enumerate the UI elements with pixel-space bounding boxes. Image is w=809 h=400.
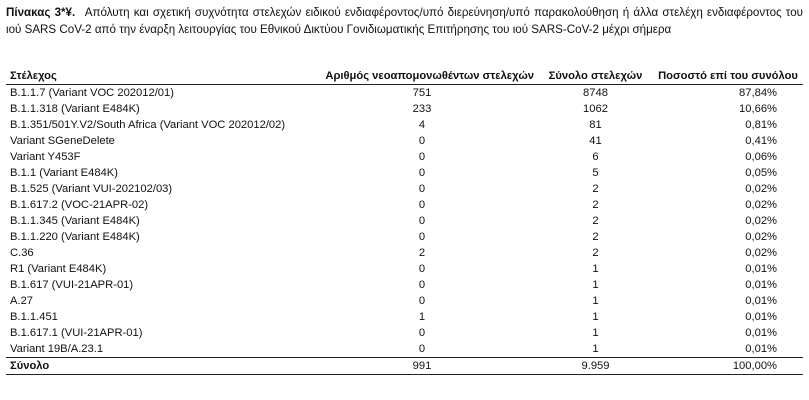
table-row xyxy=(6,325,803,341)
table-row xyxy=(6,309,803,325)
table-row xyxy=(6,101,803,117)
cell-percent: 0,01% xyxy=(745,279,777,291)
cell-total: 1 xyxy=(592,311,599,323)
cell-strain: Variant 19B/A.23.1 xyxy=(10,343,104,355)
cell-new-isolated: 0 xyxy=(418,343,426,355)
table-row xyxy=(6,149,803,165)
cell-percent: 0,01% xyxy=(745,327,777,339)
caption-text: Απόλυτη και σχετική συχνότητα στελεχών ειδικού ενδιαφέροντος/υπό διερεύνηση/υπό παρακολούθηση ή άλλα στελέχη ενδιαφέροντος του ιού SARS CoV-2 από την έναρξη λειτουργίας του Εθνικού Δικτύου Γονιδιωματικής Επιτήρησης του ιού SARS-CoV-2 μέχρι σήμερα xyxy=(6,6,803,36)
cell-percent: 0,02% xyxy=(745,183,777,195)
cell-strain: B.1.1.318 (Variant E484K) xyxy=(10,103,140,115)
cell-percent: 0,02% xyxy=(745,231,777,243)
cell-total: 81 xyxy=(589,119,602,131)
cell-total: 8748 xyxy=(583,87,608,99)
table-body xyxy=(6,85,803,375)
table-row xyxy=(6,245,803,261)
cell-percent: 0,01% xyxy=(745,311,777,323)
cell-new-isolated: 0 xyxy=(418,279,426,291)
table-row xyxy=(6,165,803,181)
cell-strain: A.27 xyxy=(10,295,34,307)
cell-total: 1 xyxy=(592,279,599,291)
cell-strain: Variant SGeneDelete xyxy=(10,135,115,147)
table-row xyxy=(6,181,803,197)
cell-total: 5 xyxy=(592,167,599,179)
cell-new-isolated: 0 xyxy=(418,231,426,243)
cell-percent: 0,81% xyxy=(745,119,777,131)
table-row xyxy=(6,85,803,102)
totals-total: 9.959 xyxy=(538,358,653,375)
cell-percent: 87,84% xyxy=(739,87,777,99)
cell-new-isolated: 0 xyxy=(418,183,426,195)
cell-total: 2 xyxy=(592,247,599,259)
header-strain: Στέλεχος xyxy=(6,69,306,85)
cell-strain: B.1.351/501Y.V2/South Africa (Variant VOC 202012/02) xyxy=(10,119,286,131)
cell-new-isolated: 0 xyxy=(418,167,426,179)
cell-strain: B.1.1.220 (Variant E484K) xyxy=(10,231,140,243)
cell-total: 1 xyxy=(592,263,599,275)
variants-table-container xyxy=(6,69,803,375)
cell-strain: C.36 xyxy=(10,247,34,259)
table-row xyxy=(6,229,803,245)
cell-new-isolated: 0 xyxy=(418,151,426,163)
cell-new-isolated: 233 xyxy=(412,103,432,115)
cell-percent: 0,02% xyxy=(745,199,777,211)
cell-total: 2 xyxy=(592,215,599,227)
table-header xyxy=(6,69,803,85)
cell-strain: B.1.1.451 xyxy=(10,311,58,323)
cell-new-isolated: 0 xyxy=(418,327,426,339)
table-row xyxy=(6,341,803,358)
cell-new-isolated: 751 xyxy=(412,87,432,99)
table-row xyxy=(6,133,803,149)
cell-percent: 0,05% xyxy=(745,167,777,179)
cell-total: 1 xyxy=(592,295,599,307)
cell-new-isolated: 0 xyxy=(418,135,426,147)
table-row xyxy=(6,117,803,133)
table-row xyxy=(6,213,803,229)
header-new-isolated: Αριθμός νεοαπομονωθέντων στελεχών xyxy=(306,69,538,85)
cell-strain: R1 (Variant E484K) xyxy=(10,263,107,275)
cell-new-isolated: 2 xyxy=(418,247,426,259)
cell-total: 1062 xyxy=(583,103,608,115)
header-row xyxy=(6,69,803,85)
table-row xyxy=(6,293,803,309)
totals-percent: 100,00% xyxy=(653,358,803,375)
cell-strain: B.1.617.1 (VUI-21APR-01) xyxy=(10,327,143,339)
cell-percent: 0,01% xyxy=(745,343,777,355)
cell-total: 2 xyxy=(592,199,599,211)
cell-percent: 0,06% xyxy=(745,151,777,163)
cell-strain: Variant Y453F xyxy=(10,151,81,163)
cell-new-isolated: 4 xyxy=(418,119,426,131)
cell-total: 41 xyxy=(589,135,602,147)
caption-label: Πίνακας 3*¥. xyxy=(6,6,76,19)
totals-label: Σύνολο xyxy=(6,358,306,375)
totals-new-isolated: 991 xyxy=(306,358,538,375)
cell-percent: 0,41% xyxy=(745,135,777,147)
cell-total: 2 xyxy=(592,183,599,195)
cell-percent: 0,01% xyxy=(745,263,777,275)
table-caption xyxy=(6,5,803,38)
cell-total: 2 xyxy=(592,231,599,243)
header-percent: Ποσοστό επί του συνόλου xyxy=(653,69,803,85)
cell-total: 1 xyxy=(592,343,599,355)
table-row xyxy=(6,277,803,293)
cell-new-isolated: 0 xyxy=(418,295,426,307)
cell-strain: B.1.617.2 (VOC-21APR-02) xyxy=(10,199,149,211)
cell-new-isolated: 0 xyxy=(418,263,426,275)
cell-strain: B.1.1.7 (Variant VOC 202012/01) xyxy=(10,87,174,99)
cell-strain: B.1.1.345 (Variant E484K) xyxy=(10,215,140,227)
cell-strain: B.1.1 (Variant E484K) xyxy=(10,167,118,179)
cell-new-isolated: 0 xyxy=(418,199,426,211)
table-row xyxy=(6,261,803,277)
cell-strain: B.1.525 (Variant VUI-202102/03) xyxy=(10,183,173,195)
cell-new-isolated: 0 xyxy=(418,215,426,227)
cell-percent: 0,01% xyxy=(745,295,777,307)
cell-total: 1 xyxy=(592,327,599,339)
totals-row xyxy=(6,358,803,375)
cell-new-isolated: 1 xyxy=(418,311,426,323)
cell-percent: 0,02% xyxy=(745,215,777,227)
cell-percent: 0,02% xyxy=(745,247,777,259)
header-total: Σύνολο στελεχών xyxy=(538,69,653,85)
cell-percent: 10,66% xyxy=(739,103,777,115)
cell-total: 6 xyxy=(592,151,599,163)
table-row xyxy=(6,197,803,213)
variants-table xyxy=(6,69,803,375)
cell-strain: B.1.617 (VUI-21APR-01) xyxy=(10,279,134,291)
